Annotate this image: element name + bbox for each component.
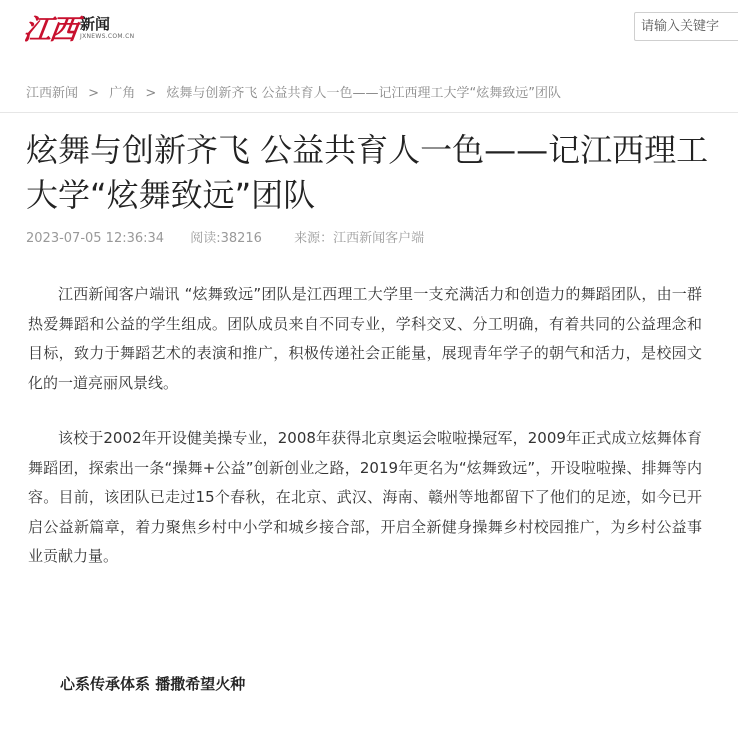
search-input[interactable] xyxy=(634,12,738,41)
article-meta xyxy=(26,227,446,246)
read-count: 阅读:38216 xyxy=(190,231,262,246)
breadcrumb-separator: > xyxy=(145,86,157,101)
article-source: 来源：江西新闻客户端 xyxy=(294,231,425,246)
article-paragraph: 江西新闻客户端讯 “炫舞致远”团队是江西理工大学里一支充满活力和创造力的舞蹈团队，由一群热爱舞蹈和公益的学生组成。团队成员来自不同专业，学科交叉、分工明确，有着共同的公益理念和目标，致力于舞蹈艺术的表演和推广，积极传递社会正能量，展现青年学子的朝气和活力，是校园文化的一道亮丽风景线。 xyxy=(28,285,702,392)
breadcrumb xyxy=(26,82,561,101)
breadcrumb-separator: > xyxy=(88,86,100,101)
site-logo[interactable] xyxy=(21,8,135,48)
article-paragraph: 该校于2002年开设健美操专业，2008年获得北京奥运会啦啦操冠军，2009年正式成立炫舞体育舞蹈团，探索出一条“操舞+公益”创新创业之路，2019年更名为“炫舞致远”，开设啦啦操、排舞等内容。目前，该团队已走过15个春秋，在北京、武汉、海南、赣州等地都留下了他们的足迹，如今已开启公益新篇章，着力聚焦乡村中小学和城乡接合部，开启全新健身操舞乡村校园推广，为乡村公益事业贡献力量。 xyxy=(28,429,702,565)
logo-domain: JXNEWS.COM.CN xyxy=(80,32,135,40)
header-divider xyxy=(0,112,738,113)
article-title: 炫舞与创新齐飞 公益共育人一色——记江西理工大学“炫舞致远”团队 xyxy=(26,131,709,214)
logo-side xyxy=(80,14,135,40)
publish-date: 2023-07-05 12:36:34 xyxy=(26,231,165,246)
breadcrumb-category-link[interactable]: 广角 xyxy=(109,86,136,101)
breadcrumb-home-link[interactable]: 江西新闻 xyxy=(26,86,79,101)
article-subheading: 心系传承体系 播撒希望火种 xyxy=(60,675,246,693)
site-header xyxy=(0,0,738,56)
logo-text: 新闻 xyxy=(80,14,111,33)
article-body xyxy=(28,280,702,598)
logo-mark: 江西 xyxy=(21,13,79,46)
breadcrumb-current-link[interactable]: 炫舞与创新齐飞 公益共育人一色——记江西理工大学“炫舞致远”团队 xyxy=(166,86,562,101)
